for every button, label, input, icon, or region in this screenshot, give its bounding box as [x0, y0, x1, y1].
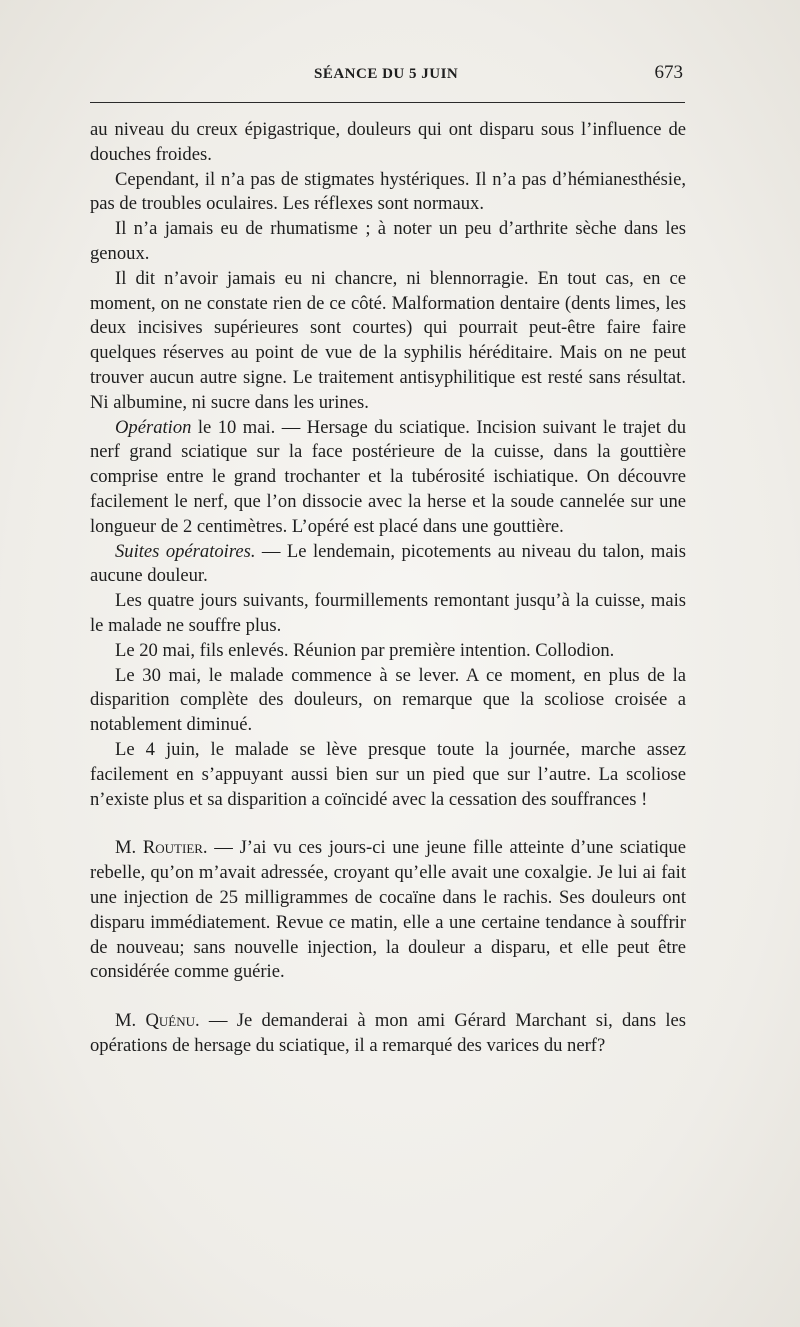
operation-text: le 10 mai. — Hersage du sciatique. Incision suivant le trajet du nerf grand sciatique sur la face postérieure de la cuisse, dans la gouttière comprise entre le grand trochanter et la tubérosité ischiatique. On découvre facilement le nerf, que l’on dissocie avec la herse et la soude cannelée sur une longueur de 2 centimètres. L’opéré est placé dans une gouttière. [90, 416, 686, 537]
header-rule [90, 102, 685, 103]
paragraph-1: au niveau du creux épigastrique, douleurs qui ont disparu sous l’influence de douches froides. [90, 119, 686, 165]
page-header [90, 62, 685, 90]
speaker-routier: Routier. [142, 837, 208, 859]
paragraph-suites [90, 540, 686, 590]
suites-lead: Suites opératoires. [115, 540, 256, 562]
running-head-prefix: SÉANCE DU [314, 66, 405, 82]
page-number: 673 [654, 62, 683, 83]
paragraph-2: Cependant, il n’a pas de stigmates hystériques. Il n’a pas d’hémianesthésie, pas de troubles oculaires. Les réflexes sont normaux. [90, 168, 686, 215]
running-head [314, 66, 458, 83]
paragraph-9: Le 30 mai, le malade commence à se lever. A ce moment, en plus de la disparition complète des douleurs, on remarque que la scoliose croisée a notablement diminué. [90, 664, 686, 736]
paragraph-4: Il dit n’avoir jamais eu ni chancre, ni blennorragie. En tout cas, en ce moment, on ne constate rien de ce côté. Malformation dentaire (dents limes, les deux incisives supérieures sont courtes) qui pourrait peut-être faire faire quelques réserves au point de vue de la syphilis héréditaire. Mais on ne peut trouver aucun autre signe. Le traitement antisyphilitique est resté sans résultat. Ni albumine, ni sucre dans les urines. [90, 267, 686, 413]
paragraph-quenu [90, 1009, 686, 1059]
paragraph-routier [90, 836, 686, 985]
routier-prefix: M. [115, 837, 143, 859]
quenu-prefix: M. [115, 1010, 146, 1032]
operation-lead: Opération [115, 416, 192, 438]
paragraph-7: Les quatre jours suivants, fourmillements remontant jusqu’à la cuisse, mais le malade ne souffre plus. [90, 590, 686, 636]
running-head-date: 5 JUIN [409, 66, 459, 82]
body-text [90, 118, 686, 1059]
paragraph-10: Le 4 juin, le malade se lève presque toute la journée, marche assez facilement en s’appuyant aussi bien sur un pied que sur l’autre. La scoliose n’existe plus et sa disparition a coïncidé avec la cessation des souffrances ! [90, 738, 686, 810]
suites-text: — Le lendemain, picotements au niveau du talon, mais aucune douleur. [90, 540, 686, 587]
speaker-quenu: Quénu. [145, 1010, 200, 1032]
paragraph-operation [90, 416, 686, 540]
paragraph-8: Le 20 mai, fils enlevés. Réunion par première intention. Collodion. [115, 639, 615, 661]
paragraph-3: Il n’a jamais eu de rhumatisme ; à noter un peu d’arthrite sèche dans les genoux. [90, 218, 686, 264]
routier-text: — J’ai vu ces jours-ci une jeune fille atteinte d’une sciatique rebelle, qu’on m’avait adressée, croyant qu’elle avait une coxalgie. Je lui ai fait une injection de 25 milligrammes de cocaïne dans le rachis. Ses douleurs ont disparu immédiatement. Revue ce matin, elle a une certaine tendance à souffrir de nouveau; sans nouvelle injection, la douleur a disparu, et elle peut être considérée comme guérie. [90, 837, 686, 983]
quenu-text: — Je demanderai à mon ami Gérard Marchant si, dans les opérations de hersage du sciatique, il a remarqué des varices du nerf? [90, 1010, 686, 1056]
